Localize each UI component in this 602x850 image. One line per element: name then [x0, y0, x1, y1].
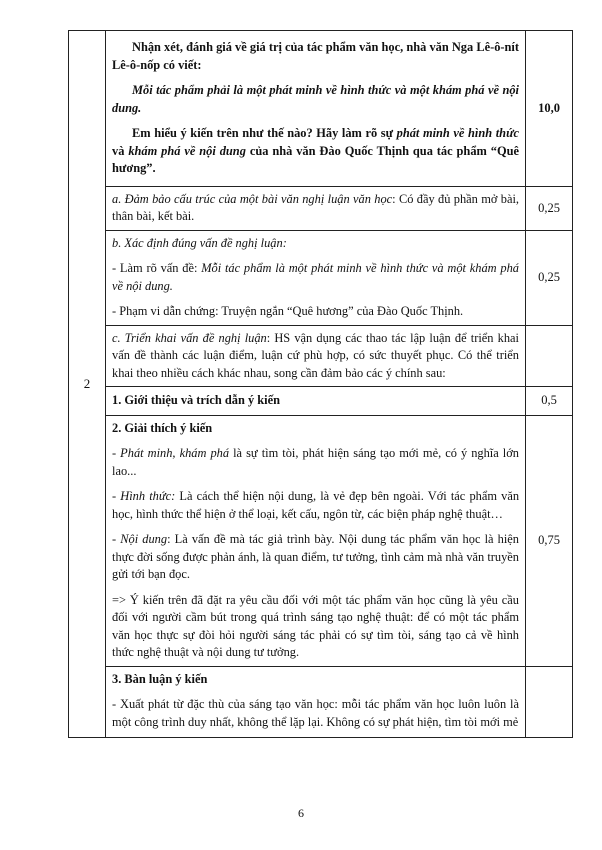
row-c-text: : HS vận dụng các thao tác lập luận để triển khai vấn đề thành các luận điểm, luận cứ phù hợp, có sức thuyết phục. Có thể triển khai theo nhiều cách khác nhau, song cần đảm bảo các ý chính sau:	[112, 330, 519, 380]
prompt-intro: Nhận xét, đánh giá về giá trị của tác phẩm văn học, nhà văn Nga Lê-ô-nít Lê-ô-nốp có viết:	[112, 40, 519, 72]
row-b-score: 0,25	[526, 230, 573, 325]
row-c-score	[526, 325, 573, 387]
section-2-p3: - Nội dung: Là vấn đề mà tác giả trình bày. Nội dung tác phẩm văn học là hiện thực đời sống được phản ánh, là quan điểm, tư tưởng, tình cảm mà nhà văn truyền gửi tới bạn đọc.	[112, 532, 519, 581]
section-2-p1: - Phát minh, khám phá là sự tìm tòi, phát hiện sáng tạo mới mẻ, có ý nghĩa lớn lao...	[112, 446, 519, 478]
row-b-cell	[106, 230, 526, 325]
section-2-title: 2. Giải thích ý kiến	[112, 420, 213, 435]
row-b-item-2: - Phạm vi dẫn chứng: Truyện ngắn “Quê hương” của Đào Quốc Thịnh.	[112, 304, 464, 318]
row-a	[69, 186, 573, 230]
section-2-cell	[106, 415, 526, 666]
grading-table	[68, 30, 573, 738]
row-c	[69, 325, 573, 387]
prompt-quote: Mỗi tác phẩm phải là một phát minh về hình thức và một khám phá về nội dung.	[112, 83, 519, 115]
section-1-title: 1. Giới thiệu và trích dẫn ý kiến	[106, 387, 526, 416]
section-3-p1: - Xuất phát từ đặc thù của sáng tạo văn học: mỗi tác phẩm văn học luôn luôn là một công trình duy nhất, không thể lặp lại. Không có sự phát hiện, tìm tòi mới mẻ	[112, 697, 519, 729]
row-a-score: 0,25	[526, 186, 573, 230]
section-3-cell	[106, 666, 526, 737]
question-number: 2	[69, 31, 106, 738]
prompt-task: Em hiểu ý kiến trên như thế nào? Hãy làm rõ sự phát minh về hình thức và khám phá về nội dung của nhà văn Đào Quốc Thịnh qua tác phẩm “Quê hương”.	[112, 126, 519, 175]
section-2-row	[69, 415, 573, 666]
prompt-row	[69, 31, 573, 187]
section-3-row	[69, 666, 573, 737]
prompt-cell	[106, 31, 526, 187]
section-2-p2: - Hình thức: Là cách thể hiện nội dung, là vẻ đẹp bên ngoài. Với tác phẩm văn học, hình thức thể hiện ở thể loại, kết cấu, ngôn từ, các biện pháp nghệ thuật…	[112, 489, 520, 521]
row-b-item-1: - Làm rõ vấn đề: Mỗi tác phẩm là một phát minh về hình thức và một khám phá về nội dung.	[112, 261, 520, 293]
row-a-text: : Có đầy đủ phần mở bài, thân bài, kết bài.	[112, 191, 519, 223]
section-3-title: 3. Bàn luận ý kiến	[112, 671, 208, 686]
section-1-score: 0,5	[526, 387, 573, 416]
row-c-label: c. Triển khai vấn đề nghị luận	[112, 330, 267, 345]
row-c-cell	[106, 325, 526, 387]
section-2-score: 0,75	[526, 415, 573, 666]
section-1-row	[69, 387, 573, 416]
prompt-score: 10,0	[526, 31, 573, 187]
row-b-label: b. Xác định đúng vấn đề nghị luận:	[112, 235, 287, 250]
section-3-score	[526, 666, 573, 737]
row-a-label: a. Đảm bảo cấu trúc của một bài văn nghị luận văn học	[112, 191, 393, 206]
section-2-p4: => Ý kiến trên đã đặt ra yêu cầu đối với một tác phẩm văn học cũng là yêu cầu đối với người cầm bút trong quá trình sáng tạo nghệ thuật: để có một tác phẩm văn học thực sự đòi hỏi người sáng tác phải có sự tìm tòi, sáng tạo cả về hình thức nghệ thuật và nội dung tư tưởng.	[112, 592, 519, 659]
row-b	[69, 230, 573, 325]
page-number: 6	[298, 806, 304, 820]
row-a-cell	[106, 186, 526, 230]
